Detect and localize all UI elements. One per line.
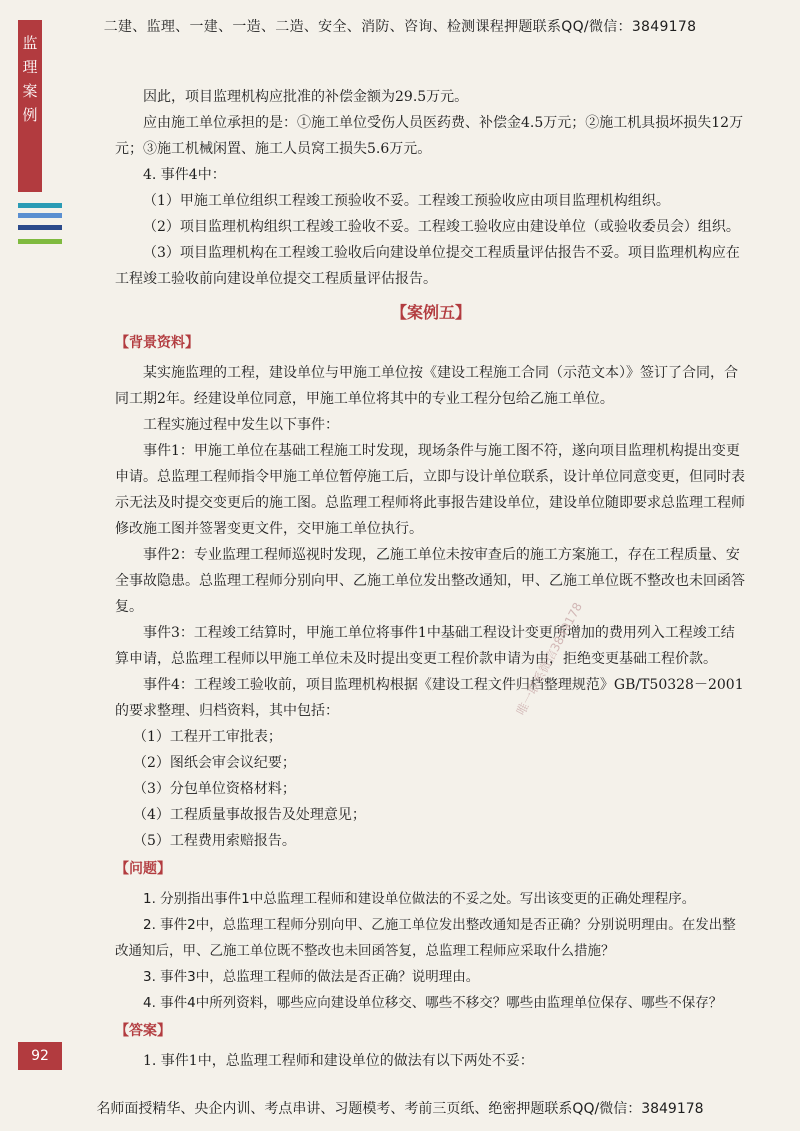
page-header: 二建、监理、一建、一造、二造、安全、消防、咨询、检测课程押题联系QQ/微信：3849178	[103, 19, 697, 35]
material-item: （5）工程费用索赔报告。	[133, 833, 296, 849]
background-paragraph: 事件2：专业监理工程师巡视时发现，乙施工单位未按审查后的施工方案施工，存在工程质量、安全事故隐患。总监理工程师分别向甲、乙施工单位发出整改通知，甲、乙施工单位既不整改也未回函答复。	[115, 547, 745, 615]
question-item: 1. 分别指出事件1中总监理工程师和建设单位做法的不妥之处。写出该变更的正确处理程序。	[143, 891, 696, 907]
answer-paragraph: （1）甲施工单位组织工程竣工预验收不妥。工程竣工预验收应由项目监理机构组织。	[143, 193, 670, 209]
background-paragraph: 事件3：工程竣工结算时，甲施工单位将事件1中基础工程设计变更所增加的费用列入工程竣工结算申请，总监理工程师以甲施工单位未及时提出变更工程价款申请为由，拒绝变更基础工程价款。	[115, 625, 735, 667]
answer-item: 1. 事件1中，总监理工程师和建设单位的做法有以下两处不妥：	[143, 1053, 534, 1069]
watermark-text: 唯一联系微信3849178	[513, 600, 586, 718]
answer-paragraph: （2）项目监理机构组织工程竣工验收不妥。工程竣工验收应由建设单位（或验收委员会）组织。	[143, 219, 740, 235]
background-paragraph: 工程实施过程中发生以下事件：	[143, 417, 339, 433]
background-paragraph: 事件1：甲施工单位在基础工程施工时发现，现场条件与施工图不符，遂向项目监理机构提出变更申请。总监理工程师指令甲施工单位暂停施工后，立即与设计单位联系，设计单位同意变更，但同时表示无法及时提交变更后的施工图。总监理工程师将此事报告建设单位，建设单位随即要求总监理工程师修改施工图并签署变更文件，交甲施工单位执行。	[115, 443, 745, 537]
decor-stripe-green	[18, 239, 62, 244]
question-item: 3. 事件3中，总监理工程师的做法是否正确？说明理由。	[143, 969, 480, 985]
material-item: （4）工程质量事故报告及处理意见；	[133, 807, 366, 823]
decor-stripe-navy	[18, 225, 62, 230]
answer-paragraph: 应由施工单位承担的是：①施工单位受伤人员医药费、补偿金4.5万元；②施工机具损坏损失12万元；③施工机械闲置、施工人员窝工损失5.6万元。	[115, 115, 744, 157]
answer-paragraph: 因此，项目监理机构应批准的补偿金额为29.5万元。	[143, 89, 469, 105]
case-title: 【案例五】	[390, 303, 471, 322]
material-item: （3）分包单位资格材料；	[133, 781, 296, 797]
page-body	[115, 84, 747, 1074]
side-tab-char: 监	[22, 34, 38, 52]
material-item: （2）图纸会审会议纪要；	[133, 755, 296, 771]
answer-paragraph: 4. 事件4中：	[143, 167, 226, 183]
section-side-tab	[18, 20, 42, 192]
decor-stripe-teal	[18, 203, 62, 208]
background-label: 【背景资料】	[115, 335, 199, 351]
answer-paragraph: （3）项目监理机构在工程竣工验收后向建设单位提交工程质量评估报告不妥。项目监理机构应在工程竣工验收前向建设单位提交工程质量评估报告。	[115, 245, 740, 287]
side-tab-char: 例	[22, 106, 38, 124]
decor-stripe-blue	[18, 213, 62, 218]
background-paragraph: 事件4：工程竣工验收前，项目监理机构根据《建设工程文件归档整理规范》GB/T50328－2001的要求整理、归档资料，其中包括：	[115, 677, 744, 719]
side-tab-char: 理	[22, 58, 38, 76]
answer-label: 【答案】	[115, 1023, 171, 1039]
question-item: 2. 事件2中，总监理工程师分别向甲、乙施工单位发出整改通知是否正确？分别说明理由。在发出整改通知后，甲、乙施工单位既不整改也未回函答复，总监理工程师应采取什么措施？	[115, 917, 736, 959]
question-item: 4. 事件4中所列资料，哪些应向建设单位移交、哪些不移交？哪些由监理单位保存、哪些不保存？	[143, 995, 723, 1011]
background-paragraph: 某实施监理的工程，建设单位与甲施工单位按《建设工程施工合同（示范文本）》签订了合同，合同工期2年。经建设单位同意，甲施工单位将其中的专业工程分包给乙施工单位。	[115, 365, 738, 407]
page-footer: 名师面授精华、央企内训、考点串讲、习题模考、考前三页纸、绝密押题联系QQ/微信：3849178	[96, 1101, 704, 1117]
questions-label: 【问题】	[115, 861, 171, 877]
side-tab-char: 案	[22, 82, 38, 100]
page-number: 92	[18, 1042, 62, 1070]
material-item: （1）工程开工审批表；	[133, 729, 282, 745]
